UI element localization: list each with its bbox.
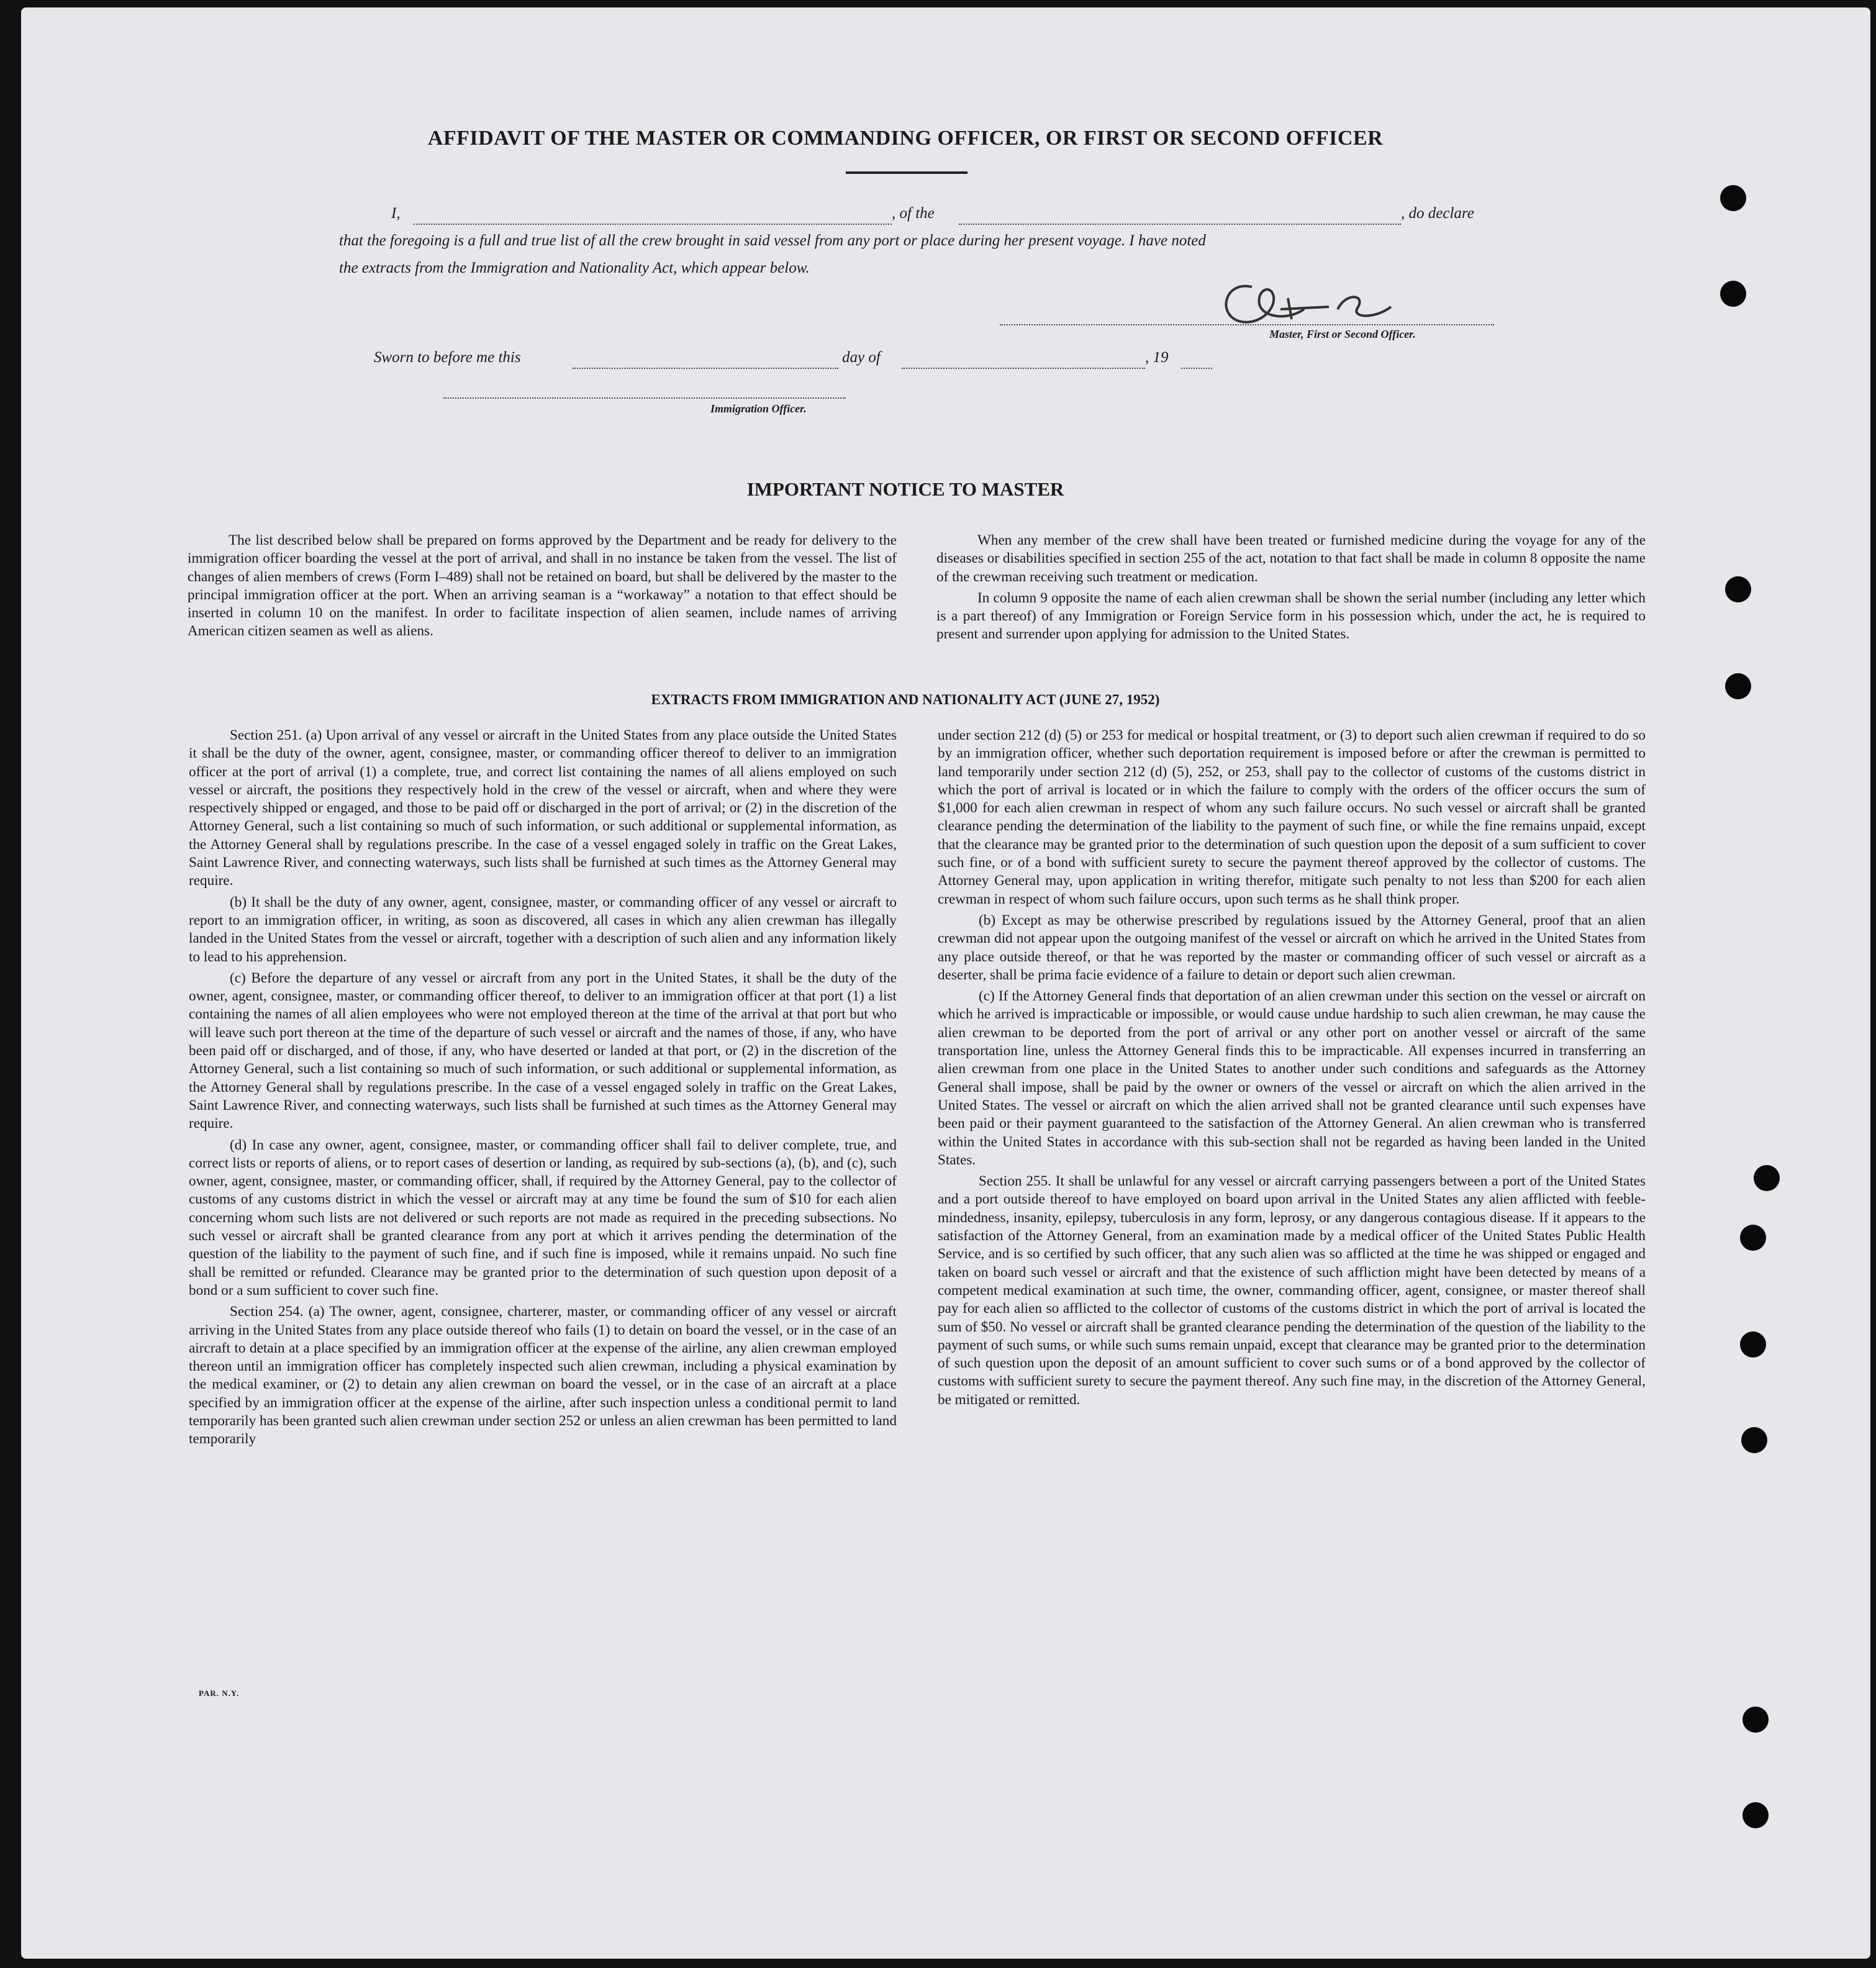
notice-right-paragraph-1: When any member of the crew shall have been treated or furnished medicine during the voyage for any of the diseases or disabilities specified in section 255 of the act, notation to that fact shall be made in column 8 opposite the name of the crewman receiving such treatment or medication. bbox=[936, 532, 1646, 585]
document-page bbox=[21, 7, 1870, 1959]
officer-signature-line[interactable] bbox=[443, 397, 846, 399]
sworn-month-line[interactable] bbox=[902, 368, 1145, 369]
sworn-day-line[interactable] bbox=[573, 368, 838, 369]
vessel-blank-line[interactable] bbox=[959, 224, 1401, 225]
notice-right-paragraph-2: In column 9 opposite the name of each alien crewman shall be shown the serial number (including any letter which is a part thereof) of any Immigration or Foreign Service form in his possession which, under the act, he is required to present and surrender upon applying for admission to the United States. bbox=[936, 589, 1646, 643]
sworn-prefix: Sworn to before me this bbox=[374, 349, 521, 366]
notice-left-column bbox=[188, 532, 897, 644]
section-254-a-continued: under section 212 (d) (5) or 253 for medical or hospital treatment, or (3) to deport such alien crewman if required to do so by an immigration officer, whether such deportation requirement is imposed before or after the crewman is permitted to land temporarily under section 212 (d) (5), 252, or 253, shall pay to the collector of customs of the customs district in which the port of arrival is located or in which the failure to comply with the orders of the officer occurs the sum of $1,000 for each alien crewman in respect of whom any such failure occurs. No such vessel or aircraft shall be granted clearance pending the determination of the liability to the payment of such fine, or while the fine remains unpaid, except that the clearance may be granted prior to the determination of such question upon the deposit of a sum sufficient to cover such fine, or of a bond with sufficient surety to secure the payment thereof approved by the collector of customs. The Attorney General may, upon application in writing therefor, mitigate such penalty to not less than $200 for each alien crewman in respect of whom such failure occurs, upon such terms as he shall think proper. bbox=[938, 727, 1646, 907]
affidavit-of-the: , of the bbox=[892, 205, 935, 222]
punch-hole bbox=[1720, 185, 1746, 211]
notice-title: IMPORTANT NOTICE TO MASTER bbox=[746, 478, 1064, 500]
affidavit-i: I, bbox=[391, 205, 401, 222]
affidavit-line-3: the extracts from the Immigration and Nationality Act, which appear below. bbox=[339, 260, 810, 276]
extracts-title: EXTRACTS FROM IMMIGRATION AND NATIONALITY ACT (JUNE 27, 1952) bbox=[651, 692, 1160, 707]
section-255: Section 255. It shall be unlawful for any vessel or aircraft carrying passengers between a port of the United States and a port outside thereof to have employed on board upon arrival in the United States any alien afflicted with feeble-mindedness, insanity, epilepsy, tuberculosis in any form, leprosy, or any dangerous contagious disease. If it appears to the satisfaction of the Attorney General, from an examination made by a medical officer of the United States Public Health Service, and is so certified by such officer, that any such alien was so afflicted at the time he was shipped or engaged and taken on board such vessel or aircraft and that the existence of such affliction might have been detected by means of a competent medical examination at such time, the owner, commanding officer, agent, consignee, or master thereof shall pay for each alien so afflicted to the collector of customs of the customs district in which the port of arrival is located the sum of $50. No vessel or aircraft shall be granted clearance pending the determination of the question of the liability to the payment of such sums, or while such sums remain unpaid, except that clearance may be granted prior to the determination of such question upon the deposit of an amount sufficient to cover such sums or of a bond approved by the collector of customs with sufficient surety to secure the payment thereof. Any such fine may, in the discretion of the Attorney General, be mitigated or remitted. bbox=[938, 1173, 1646, 1408]
officer-caption: Immigration Officer. bbox=[710, 402, 807, 415]
punch-hole bbox=[1740, 1225, 1766, 1251]
printer-mark: PAR. N.Y. bbox=[199, 1689, 240, 1698]
punch-hole bbox=[1742, 1707, 1769, 1733]
punch-hole bbox=[1740, 1331, 1766, 1358]
signature-caption: Master, First or Second Officer. bbox=[1269, 328, 1416, 340]
affidavit-title: AFFIDAVIT OF THE MASTER OR COMMANDING OFFICER, OR FIRST OR SECOND OFFICER bbox=[427, 127, 1384, 150]
section-254-c: (c) If the Attorney General finds that deportation of an alien crewman under this section on the vessel or aircraft on which he arrived is impracticable or impossible, or would cause undue hardship to such alien crewman, he may cause the alien crewman to be deported from the port of arrival or any other port on another vessel or aircraft of the same transportation line, unless the Attorney General finds this to be impracticable. All expenses incurred in transferring an alien crewman from one place in the United States to another under such conditions and safeguards as the Attorney General shall impose, shall be paid by the owner or owners of the vessel or aircraft on which the alien arrived in the United States. The vessel or aircraft on which the alien arrived shall not be granted clearance until such expenses have been paid or their payment guaranteed to the satisfaction of the Attorney General. An alien crewman who is transferred within the United States in accordance with this sub-section shall not be regarded as having been landed in the United States. bbox=[938, 988, 1646, 1168]
punch-hole bbox=[1725, 673, 1751, 699]
sworn-day-of: day of bbox=[842, 349, 881, 366]
extracts-right-column bbox=[938, 727, 1646, 1412]
extracts-left-column bbox=[189, 727, 897, 1452]
section-251-d: (d) In case any owner, agent, consignee, master, or commanding officer shall fail to deliver complete, true, and correct lists or reports of aliens, or to report cases of desertion or landing, as required by sub-sections (a), (b), and (c), such owner, agent, consignee, master, or commanding officer, shall, if required by the Attorney General, pay to the collector of customs of any customs district in which the vessel or aircraft may at any time be found the sum of $10 for each alien concerning whom such lists are not delivered or such reports are not made as required in the preceding subsections. No such vessel or aircraft shall be granted clearance from any port at which it arrives pending the determination of the question of the liability to the payment of such fine, and if such fine is imposed, while it remains unpaid. No such fine shall be remitted or refunded. Clearance may be granted prior to the determination of such question upon deposit of a bond or a sum sufficient to cover such fine. bbox=[189, 1136, 897, 1299]
affidavit-line-2: that the foregoing is a full and true list of all the crew brought in said vessel from any port or place during her present voyage. I have noted bbox=[339, 232, 1206, 249]
punch-hole bbox=[1720, 281, 1746, 307]
section-254-a: Section 254. (a) The owner, agent, consignee, charterer, master, or commanding officer of any vessel or aircraft arriving in the United States from any place outside thereof who fails (1) to detain on board the vessel, or in the case of an aircraft to detain at a place specified by an immigration officer at the expense of the airline, any alien crewman employed thereon until an immigration officer has completely inspected such alien crewman, including a physical examination by the medical examiner, or (2) to detain any alien crewman on board the vessel, or in the case of an aircraft at a place specified by an immigration officer at the expense of the airline, after such inspection unless a conditional permit to land temporarily has been granted such alien crewman under section 252 or unless an alien crewman has been permitted to land temporarily bbox=[189, 1304, 897, 1448]
notice-right-column bbox=[936, 532, 1646, 647]
notice-left-paragraph: The list described below shall be prepared on forms approved by the Department and be ready for delivery to the immigration officer boarding the vessel at the port of arrival, and shall in no instance be taken from the vessel. The list of changes of alien members of crews (Form I–489) shall not be retained on board, but shall be delivered by the master to the principal immigration officer at the port. When an arriving seaman is a “workaway” a notation to that effect should be inserted in column 10 on the manifest. In order to facilitate inspection of alien seamen, include names of arriving American citizen seamen as well as aliens. bbox=[188, 532, 897, 640]
affidavit-declare: , do declare bbox=[1401, 205, 1474, 222]
title-rule bbox=[846, 171, 967, 174]
punch-hole bbox=[1741, 1427, 1767, 1453]
master-signature bbox=[1213, 268, 1425, 330]
section-254-b: (b) Except as may be otherwise prescribed by regulations issued by the Attorney General, proof that an alien crewman did not appear upon the outgoing manifest of the vessel or aircraft on which he arrived in the United States from any place outside thereof, or that he was reported by the master or commanding officer of such vessel or aircraft as a deserter, shall be prima facie evidence of a failure to detain or deport such alien crewman. bbox=[938, 912, 1646, 983]
punch-hole bbox=[1742, 1802, 1769, 1828]
signature-line[interactable] bbox=[1000, 324, 1494, 325]
section-251-b: (b) It shall be the duty of any owner, agent, consignee, master, or commanding officer of any vessel or aircraft to report to an immigration officer, in writing, as soon as discovered, all cases in which any alien crewman has illegally landed in the United States from the vessel or aircraft, together with a description of such alien and any information likely to lead to his apprehension. bbox=[189, 894, 897, 965]
name-blank-line[interactable] bbox=[414, 224, 892, 225]
sworn-year: , 19 bbox=[1145, 349, 1169, 366]
sworn-year-line[interactable] bbox=[1181, 368, 1212, 369]
punch-hole bbox=[1754, 1165, 1780, 1191]
section-251-c: (c) Before the departure of any vessel or aircraft from any port in the United States, it shall be the duty of the owner, agent, consignee, master, or commanding officer thereof, to deliver to an immigration officer at that port (1) a list containing the names of all alien employees who were not employed thereon at the time of the arrival at that port but who will leave such port thereon at the time of the departure of such vessel or aircraft and the names of those, if any, who have been paid off or discharged, and of those, if any, who have deserted or landed at that port, or (2) in the discretion of the Attorney General, such a list containing so much of such information, or such additional or supplemental information, as the Attorney General shall by regulations prescribe. In the case of a vessel engaged solely in traffic on the Great Lakes, Saint Lawrence River, and connecting waterways, such lists shall be furnished at such times as the Attorney General may require. bbox=[189, 969, 897, 1132]
punch-hole bbox=[1725, 576, 1751, 602]
section-251-a: Section 251. (a) Upon arrival of any vessel or aircraft in the United States from any place outside the United States it shall be the duty of the owner, agent, consignee, master, or commanding officer thereof to deliver to an immigration officer at the port of arrival (1) a complete, true, and correct list containing the names of all aliens employed on such vessel or aircraft, the positions they respectively hold in the crew of the vessel or aircraft, when and where they were respectively shipped or engaged, and those to be paid off or discharged in the port of arrival; or (2) in the discretion of the Attorney General, such a list containing so much of such information, or such additional or supplemental information, as the Attorney General shall by regulations prescribe. In the case of a vessel engaged solely in traffic on the Great Lakes, Saint Lawrence River, and connecting waterways, such lists shall be furnished at such times as the Attorney General may require. bbox=[189, 727, 897, 889]
